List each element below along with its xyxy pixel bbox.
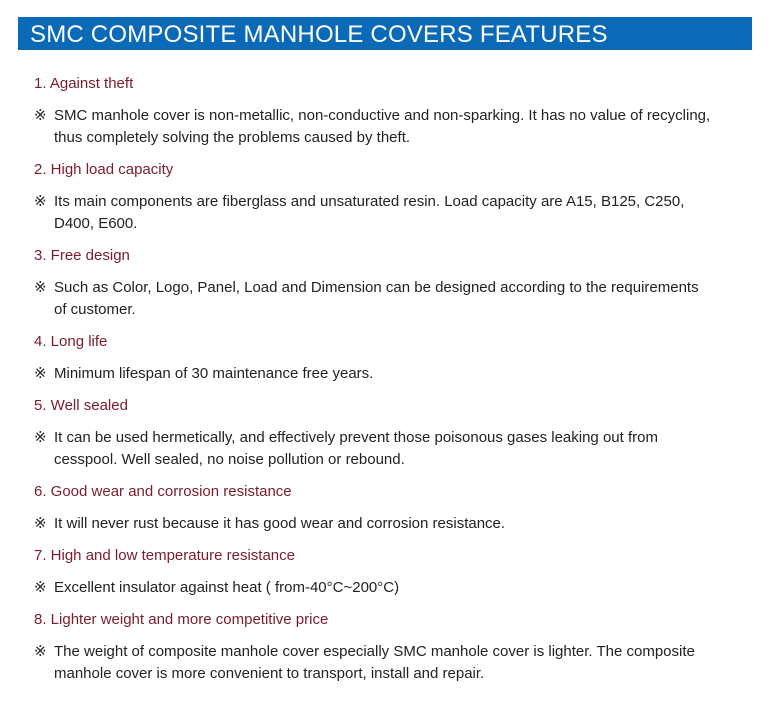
reference-mark-icon: ※ — [34, 279, 47, 296]
reference-mark-icon: ※ — [34, 107, 47, 124]
feature-heading-wear-corrosion-resistance: 6. Good wear and corrosion resistance — [34, 483, 292, 500]
feature-description-long-life — [34, 363, 714, 385]
page-title: SMC COMPOSITE MANHOLE COVERS FEATURES — [30, 21, 608, 48]
feature-description-wear-corrosion-resistance — [34, 513, 714, 535]
reference-mark-icon: ※ — [34, 193, 47, 210]
reference-mark-icon: ※ — [34, 579, 47, 596]
feature-description-text: Such as Color, Logo, Panel, Load and Dimension can be designed according to the requirements of customer. — [54, 279, 699, 318]
feature-description-text: Minimum lifespan of 30 maintenance free years. — [54, 365, 374, 382]
feature-description-text: It will never rust because it has good wear and corrosion resistance. — [54, 515, 506, 532]
feature-heading-free-design: 3. Free design — [34, 247, 130, 264]
feature-description-text: It can be used hermetically, and effectively prevent those poisonous gases leaking out from cesspool. Well sealed, no noise pollution or rebound. — [54, 429, 658, 468]
feature-description-well-sealed — [34, 427, 714, 471]
feature-description-text: Its main components are fiberglass and unsaturated resin. Load capacity are A15, B125, C250, D400, E600. — [54, 193, 685, 232]
feature-heading-long-life: 4. Long life — [34, 333, 108, 350]
feature-description-free-design — [34, 277, 714, 321]
feature-heading-against-theft: 1. Against theft — [34, 75, 134, 92]
feature-heading-lighter-weight-price: 8. Lighter weight and more competitive price — [34, 611, 329, 628]
feature-heading-high-load-capacity: 2. High load capacity — [34, 161, 174, 178]
feature-description-high-load-capacity — [34, 191, 714, 235]
reference-mark-icon: ※ — [34, 515, 47, 532]
reference-mark-icon: ※ — [34, 643, 47, 660]
feature-description-text: SMC manhole cover is non-metallic, non-conductive and non-sparking. It has no value of recycling, thus completely solving the problems caused by theft. — [54, 107, 711, 146]
reference-mark-icon: ※ — [34, 429, 47, 446]
feature-description-text: The weight of composite manhole cover especially SMC manhole cover is lighter. The composite manhole cover is more convenient to transport, install and repair. — [54, 643, 695, 682]
feature-description-text: Excellent insulator against heat ( from-40°C~200°C) — [54, 579, 400, 596]
feature-heading-well-sealed: 5. Well sealed — [34, 397, 128, 414]
reference-mark-icon: ※ — [34, 365, 47, 382]
feature-heading-temperature-resistance: 7. High and low temperature resistance — [34, 547, 295, 564]
feature-description-against-theft — [34, 105, 714, 149]
feature-description-temperature-resistance — [34, 577, 714, 599]
feature-description-lighter-weight-price — [34, 641, 714, 685]
